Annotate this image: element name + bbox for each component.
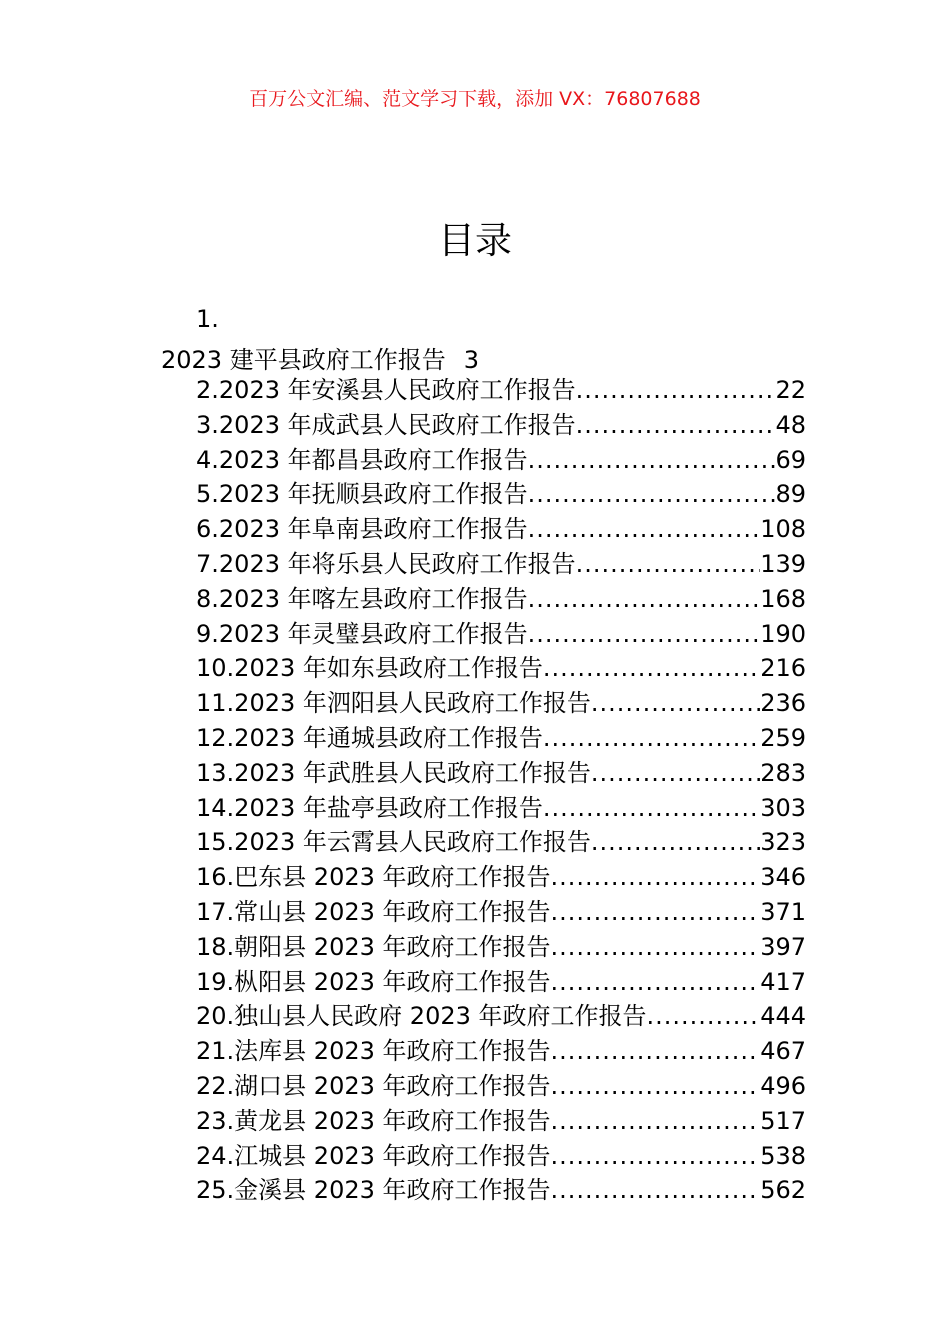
toc-entry[interactable] — [196, 1173, 806, 1208]
toc-entry-page: 371 — [760, 897, 806, 926]
toc-entry-label: 16.巴东县 2023 年政府工作报告 — [196, 863, 551, 892]
toc-entry-page: 190 — [760, 619, 806, 648]
toc-entry[interactable] — [196, 408, 806, 443]
toc-leader-dots — [551, 1104, 761, 1139]
toc-entry-page: 538 — [760, 1141, 806, 1170]
toc-leader-dots — [576, 547, 761, 582]
toc-entry-label: 2023 建平县政府工作报告 — [161, 346, 446, 374]
page-title: 目录 — [438, 219, 512, 262]
toc-entry-label: 15.2023 年云霄县人民政府工作报告 — [196, 828, 591, 857]
toc-entry-page: 69 — [775, 445, 806, 474]
toc-entry-label: 12.2023 年通城县政府工作报告 — [196, 723, 543, 752]
toc-leader-dots — [591, 825, 760, 860]
toc-entry[interactable] — [196, 825, 806, 860]
toc-entry[interactable] — [196, 965, 806, 1000]
toc-entry-page: 283 — [760, 758, 806, 787]
toc-leader-dots — [591, 756, 760, 791]
toc-leader-dots — [576, 373, 776, 408]
toc-entry-list — [196, 373, 806, 1208]
toc-entry-label: 25.金溪县 2023 年政府工作报告 — [196, 1176, 551, 1205]
toc-entry-label: 21.法库县 2023 年政府工作报告 — [196, 1037, 551, 1066]
toc-entry-page: 496 — [760, 1071, 806, 1100]
toc-entry-label: 24.江城县 2023 年政府工作报告 — [196, 1141, 551, 1170]
toc-leader-dots — [551, 860, 761, 895]
toc-entry-page: 168 — [760, 584, 806, 613]
toc-entry-page: 22 — [775, 376, 806, 404]
toc-first-number: 1. — [196, 305, 219, 333]
toc-entry-label: 3.2023 年成武县人民政府工作报告 — [196, 410, 576, 439]
toc-leader-dots — [591, 686, 760, 721]
toc-entry[interactable] — [196, 930, 806, 965]
toc-leader-dots — [551, 965, 761, 1000]
toc-entry-label: 17.常山县 2023 年政府工作报告 — [196, 897, 551, 926]
toc-entry[interactable] — [196, 686, 806, 721]
toc-leader-dots — [551, 1069, 761, 1104]
toc-leader-dots — [543, 791, 760, 826]
toc-entry-label: 4.2023 年都昌县政府工作报告 — [196, 445, 528, 474]
toc-entry[interactable] — [196, 860, 806, 895]
toc-leader-dots — [528, 443, 776, 478]
toc-entry-page: 236 — [760, 689, 806, 718]
toc-leader-dots — [647, 999, 761, 1034]
toc-leader-dots — [551, 930, 761, 965]
toc-entry-label: 23.黄龙县 2023 年政府工作报告 — [196, 1106, 551, 1135]
toc-entry-page: 323 — [760, 828, 806, 857]
toc-leader-dots — [528, 477, 776, 512]
toc-leader-dots — [551, 1139, 761, 1174]
toc-entry[interactable] — [196, 1104, 806, 1139]
toc-entry-page: 303 — [760, 793, 806, 822]
toc-entry[interactable] — [196, 443, 806, 478]
toc-leader-dots — [576, 408, 776, 443]
toc-first-entry[interactable] — [161, 340, 479, 375]
toc-entry-label: 9.2023 年灵璧县政府工作报告 — [196, 619, 528, 648]
toc-entry-page: 108 — [760, 515, 806, 544]
toc-leader-dots — [528, 617, 761, 652]
toc-entry-label: 13.2023 年武胜县人民政府工作报告 — [196, 758, 591, 787]
toc-leader-dots — [543, 721, 760, 756]
toc-entry[interactable] — [196, 547, 806, 582]
toc-entry[interactable] — [196, 895, 806, 930]
toc-entry-label: 2.2023 年安溪县人民政府工作报告 — [196, 376, 576, 404]
toc-entry[interactable] — [196, 721, 806, 756]
toc-entry-page: 397 — [760, 932, 806, 961]
toc-entry[interactable] — [196, 1139, 806, 1174]
toc-entry[interactable] — [196, 791, 806, 826]
toc-entry-label: 7.2023 年将乐县人民政府工作报告 — [196, 549, 576, 578]
toc-entry[interactable] — [196, 651, 806, 686]
toc-entry[interactable] — [196, 999, 806, 1034]
toc-entry-page: 89 — [775, 480, 806, 509]
toc-entry-page: 346 — [760, 863, 806, 892]
toc-entry[interactable] — [196, 512, 806, 547]
toc-entry-label: 8.2023 年喀左县政府工作报告 — [196, 584, 528, 613]
toc-entry[interactable] — [196, 1069, 806, 1104]
toc-entry[interactable] — [196, 373, 806, 408]
toc-entry-label: 10.2023 年如东县政府工作报告 — [196, 654, 543, 683]
toc-leader-dots — [543, 651, 760, 686]
toc-entry[interactable] — [196, 582, 806, 617]
toc-entry-label: 6.2023 年阜南县政府工作报告 — [196, 515, 528, 544]
toc-leader-dots — [528, 512, 761, 547]
toc-entry[interactable] — [196, 617, 806, 652]
toc-entry-label: 22.湖口县 2023 年政府工作报告 — [196, 1071, 551, 1100]
toc-entry-page: 139 — [760, 549, 806, 578]
toc-entry-page: 467 — [760, 1037, 806, 1066]
toc-entry-page: 517 — [760, 1106, 806, 1135]
toc-entry-page: 562 — [760, 1176, 806, 1205]
toc-entry-page: 48 — [775, 410, 806, 439]
toc-entry[interactable] — [196, 1034, 806, 1069]
toc-leader-dots — [551, 895, 761, 930]
toc-entry-page: 259 — [760, 723, 806, 752]
toc-entry-label: 11.2023 年泗阳县人民政府工作报告 — [196, 689, 591, 718]
toc-entry-page: 216 — [760, 654, 806, 683]
toc-entry-page: 3 — [463, 346, 479, 374]
toc-entry-label: 20.独山县人民政府 2023 年政府工作报告 — [196, 1002, 647, 1031]
toc-entry-label: 5.2023 年抚顺县政府工作报告 — [196, 480, 528, 509]
toc-entry-label: 14.2023 年盐亭县政府工作报告 — [196, 793, 543, 822]
toc-leader-dots — [551, 1034, 761, 1069]
toc-entry[interactable] — [196, 477, 806, 512]
toc-entry-label: 18.朝阳县 2023 年政府工作报告 — [196, 932, 551, 961]
toc-entry[interactable] — [196, 756, 806, 791]
toc-entry-label: 19.枞阳县 2023 年政府工作报告 — [196, 967, 551, 996]
toc-leader-dots — [528, 582, 761, 617]
toc-leader-dots — [551, 1173, 761, 1208]
header-banner: 百万公文汇编、范文学习下载，添加 VX：76807688 — [249, 88, 701, 110]
toc-entry-page: 417 — [760, 967, 806, 996]
toc-entry-page: 444 — [760, 1002, 806, 1031]
